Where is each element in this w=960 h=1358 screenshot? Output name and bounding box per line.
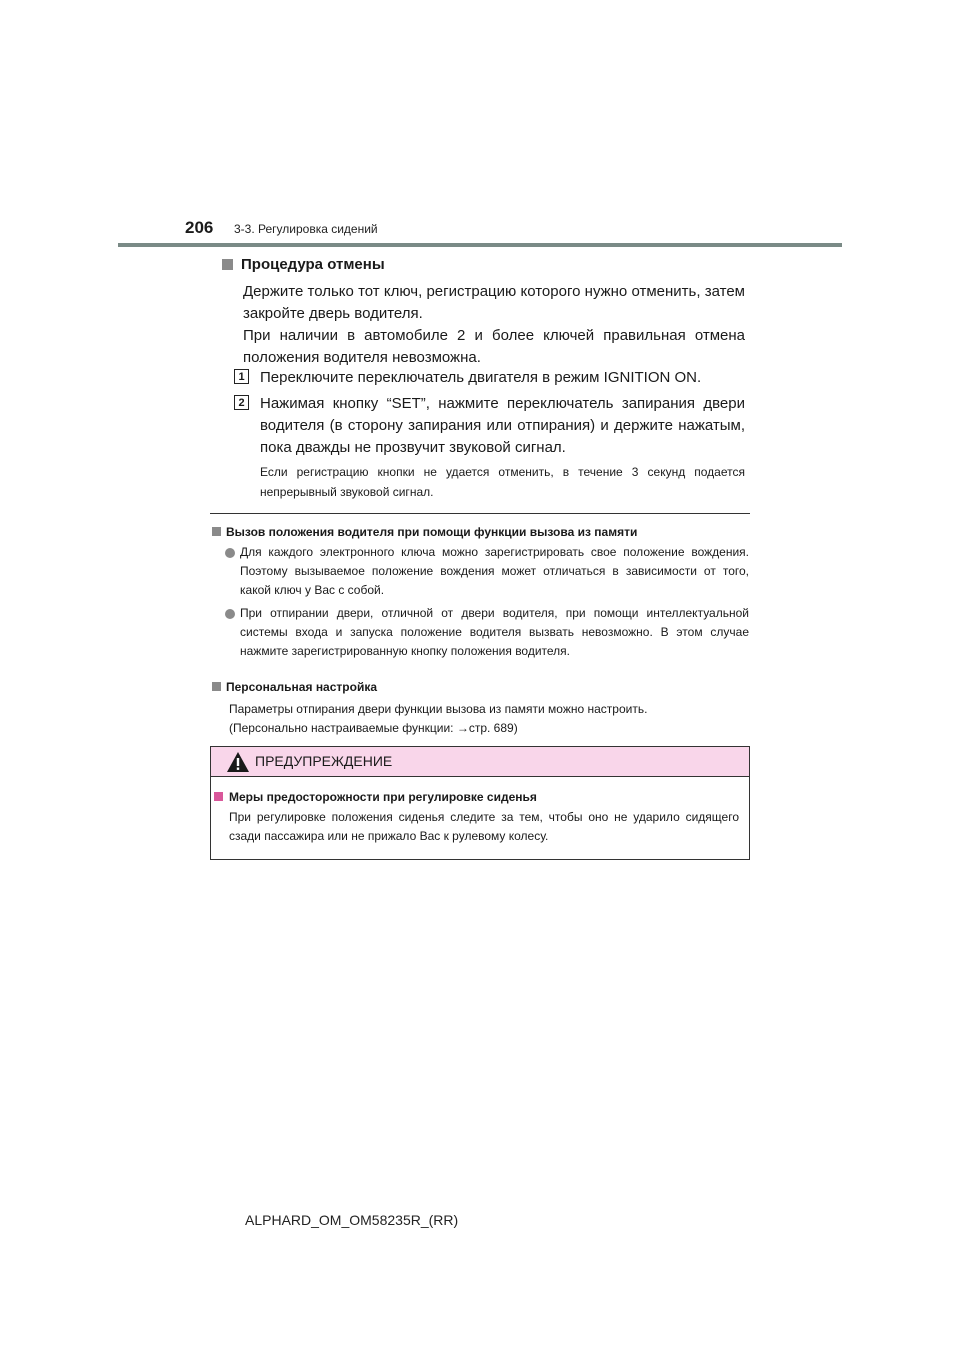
personal-line-1: Параметры отпирания двери функции вызова из памяти можно настроить. [229, 702, 648, 716]
procedure-paragraph-2: При наличии в автомобиле 2 и более ключей правильная отмена положения водителя невозможна. [243, 327, 745, 366]
step-text-2: Нажимая кнопку “SET”, нажмите переключатель запирания двери водителя (в сторону запирания или отпирания) и держите нажатым, пока дважды не прозвучит звуковой сигнал. [260, 395, 745, 456]
personal-line-2: (Персонально настраиваемые функции: →стр. 689) [229, 721, 518, 735]
personal-heading-text: Персональная настройка [226, 680, 378, 694]
round-bullet-icon [225, 548, 235, 558]
square-bullet-icon [222, 259, 233, 270]
round-bullet-icon [225, 609, 235, 619]
step-note: Если регистрацию кнопки не удается отменить, в течение 3 секунд подается непрерывный звуковой сигнал. [260, 465, 745, 499]
step-number-2: 2 [234, 395, 249, 410]
procedure-heading [222, 256, 385, 273]
procedure-heading-text: Процедура отмены [241, 256, 385, 273]
recall-heading-text: Вызов положения водителя при помощи функции вызова из памяти [226, 525, 638, 539]
recall-heading [212, 525, 637, 539]
warning-heading-text: Меры предосторожности при регулировке сиденья [229, 790, 537, 804]
personal-text [229, 700, 749, 738]
header-rule [118, 243, 842, 247]
square-bullet-icon [214, 792, 223, 801]
square-bullet-icon [212, 682, 221, 691]
section-title: 3-3. Регулировка сидений [234, 222, 378, 236]
recall-bullet-1: Для каждого электронного ключа можно зарегистрировать свое положение вождения. Поэтому вызываемое положение вождения может отличаться в зависимости от того, какой ключ у Вас с собой. [240, 545, 749, 597]
recall-bullet-2: При отпирании двери, отличной от двери водителя, при помощи интеллектуальной системы входа и запуска положение водителя вызвать невозможно. В этом случае нажмите зарегистрированную кнопку положения водителя. [240, 606, 749, 658]
warning-triangle-icon [226, 751, 250, 773]
step-number-1: 1 [234, 369, 249, 384]
warning-heading [214, 790, 537, 804]
personal-heading [212, 680, 377, 694]
document-code: ALPHARD_OM_OM58235R_(RR) [245, 1212, 459, 1228]
section-divider [210, 513, 750, 514]
step-text-1: Переключите переключатель двигателя в режим IGNITION ON. [260, 369, 702, 386]
square-bullet-icon [212, 527, 221, 536]
procedure-paragraph-1: Держите только тот ключ, регистрацию которого нужно отменить, затем закройте дверь водителя. [243, 283, 745, 322]
page-number: 206 [185, 218, 214, 237]
warning-title: ПРЕДУПРЕЖДЕНИЕ [255, 753, 393, 769]
warning-text: При регулировке положения сиденья следите за тем, чтобы оно не ударило сидящего сзади пассажира или не прижало Вас к рулевому колесу. [229, 810, 739, 843]
